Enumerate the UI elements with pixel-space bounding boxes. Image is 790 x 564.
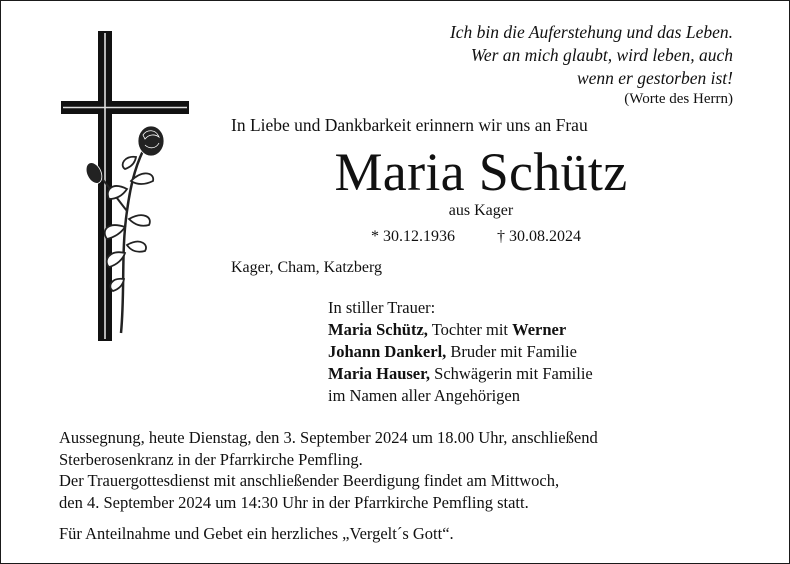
- deceased-name: Maria Schütz: [334, 142, 628, 202]
- verse-line: wenn er gestorben ist!: [576, 68, 733, 88]
- mourner-relation: Schwägerin mit Familie: [430, 364, 593, 383]
- mourners-block: [328, 297, 593, 407]
- mourner-name: Maria Schütz,: [328, 320, 428, 339]
- announcement-line: Sterberosenkranz in der Pfarrkirche Pemfling.: [59, 449, 363, 469]
- bible-verse: [450, 21, 733, 90]
- announcement: [59, 427, 749, 545]
- mourner-name: Johann Dankerl,: [328, 342, 447, 361]
- deceased-origin: aus Kager: [448, 202, 514, 219]
- birth-date: * 30.12.1936: [371, 228, 455, 245]
- announcement-line: Aussegnung, heute Dienstag, den 3. September 2024 um 18.00 Uhr, anschließend: [59, 428, 598, 447]
- mourner-entry: [328, 341, 593, 363]
- mourners-heading: In stiller Trauer:: [328, 298, 436, 317]
- thanks-line: Für Anteilnahme und Gebet ein herzliches „Vergelt´s Gott“.: [59, 524, 454, 543]
- verse-line: Ich bin die Auferstehung und das Leben.: [449, 22, 733, 42]
- death-date: † 30.08.2024: [497, 228, 581, 245]
- verse-source: (Worte des Herrn): [624, 91, 733, 107]
- mourner-relation: Tochter mit: [427, 320, 513, 339]
- mourner-partner: Werner: [512, 320, 567, 339]
- cross-with-rose-icon: [61, 31, 201, 351]
- intro-text: In Liebe und Dankbarkeit erinnern wir uns an Frau: [231, 115, 588, 135]
- mourner-relation: Bruder mit Familie: [446, 342, 577, 361]
- announcement-line: den 4. September 2024 um 14:30 Uhr in der Pfarrkirche Pemfling statt.: [59, 492, 529, 512]
- mourner-entry: [328, 363, 593, 385]
- places-line: Kager, Cham, Katzberg: [231, 259, 383, 276]
- mourner-name: Maria Hauser,: [328, 364, 431, 383]
- mourners-closing: im Namen aller Angehörigen: [328, 386, 520, 405]
- verse-line: Wer an mich glaubt, wird leben, auch: [470, 45, 733, 65]
- mourner-entry: [328, 319, 593, 341]
- announcement-line: Der Trauergottesdienst mit anschließender Beerdigung findet am Mittwoch,: [59, 471, 560, 490]
